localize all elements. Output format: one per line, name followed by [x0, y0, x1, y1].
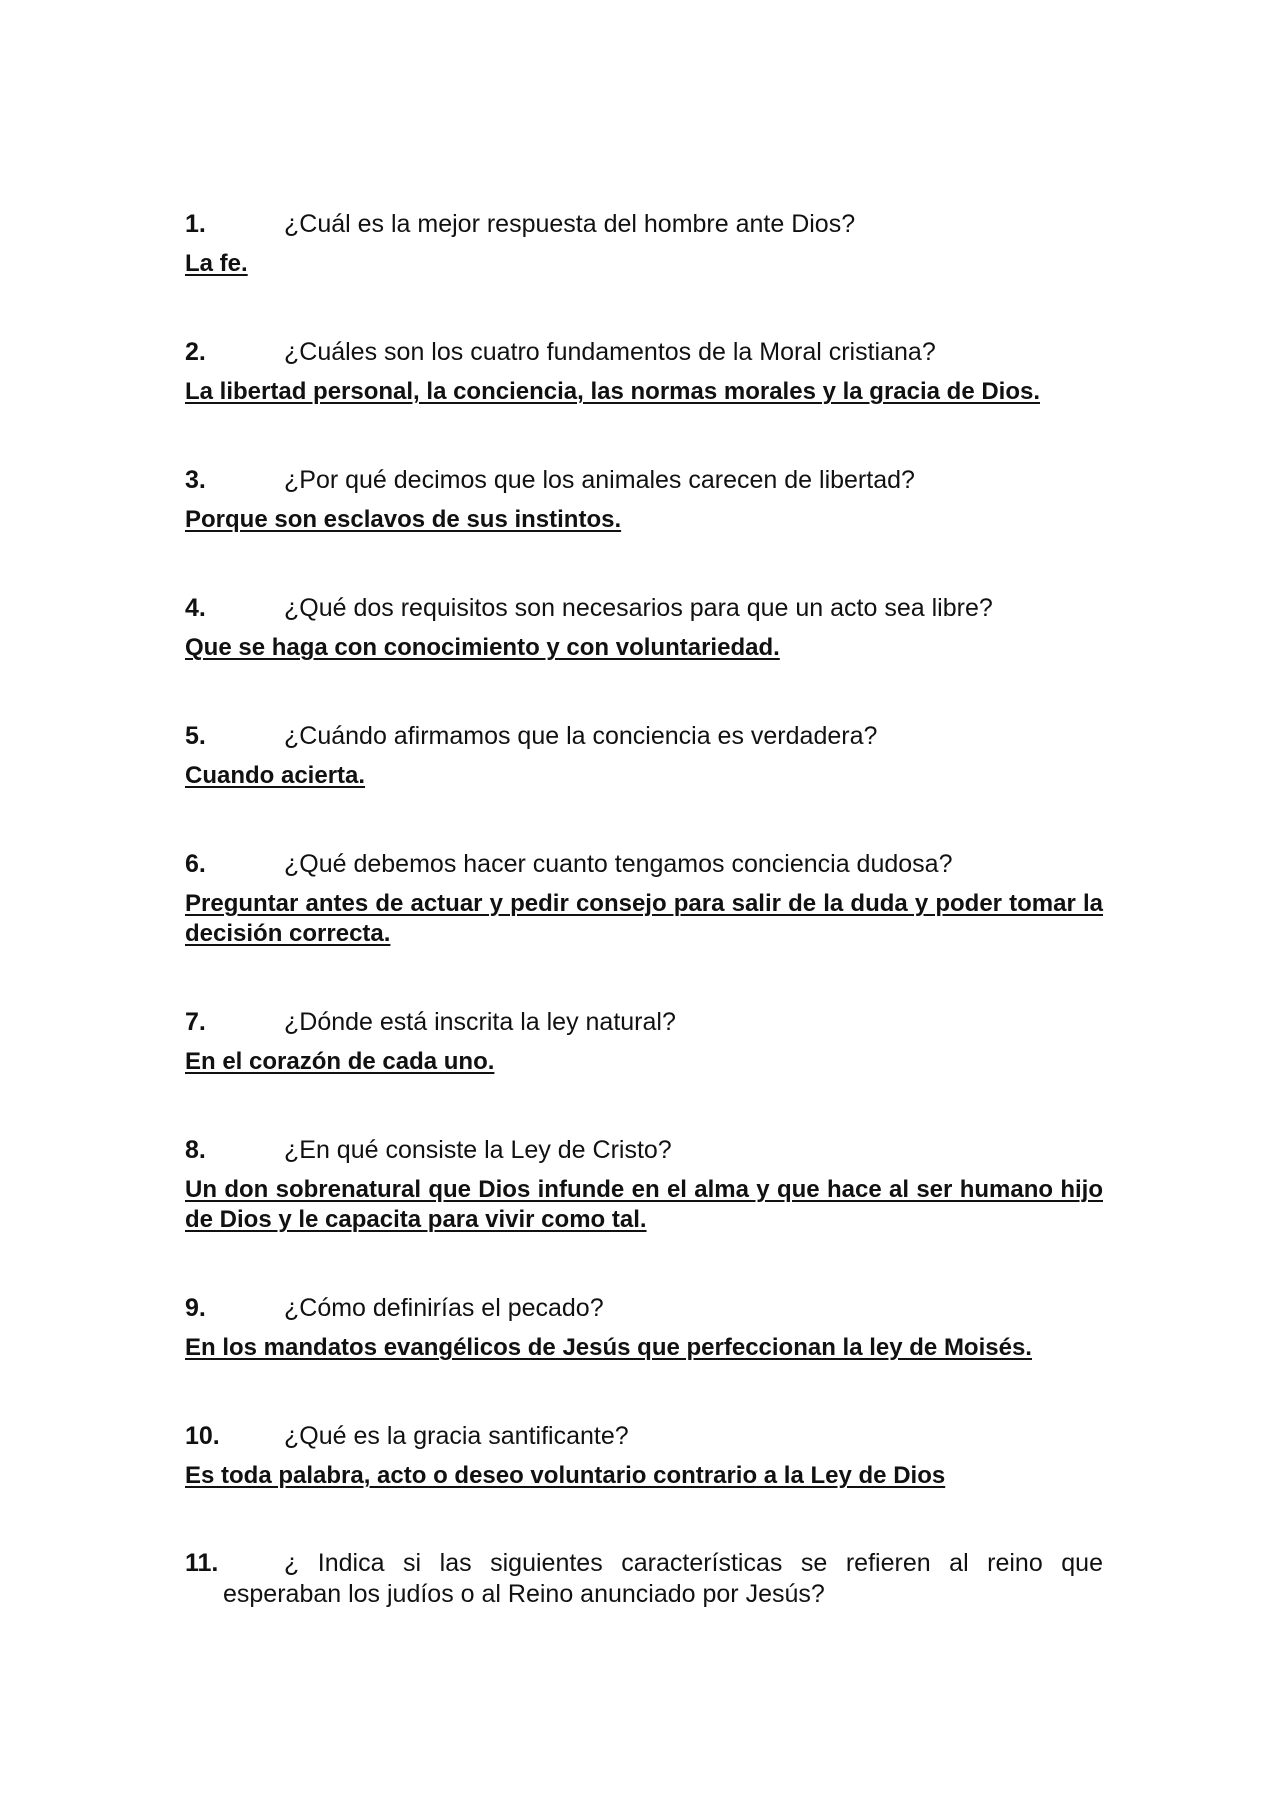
question-1 [185, 208, 1103, 240]
question-7 [185, 1006, 1103, 1038]
question-6 [185, 848, 1103, 880]
qa-item-2 [185, 336, 1103, 407]
question-text: ¿Cómo definirías el pecado? [284, 1294, 604, 1322]
qa-item-8 [185, 1134, 1103, 1235]
qa-item-5 [185, 720, 1103, 791]
question-text: ¿Cuál es la mejor respuesta del hombre ante Dios? [284, 210, 856, 238]
question-number: 11. [185, 1549, 219, 1577]
question-11 [185, 1548, 1103, 1610]
question-2 [185, 336, 1103, 368]
question-number: 5. [185, 722, 206, 750]
question-number: 3. [185, 466, 206, 494]
answer-8: Un don sobrenatural que Dios infunde en el alma y que hace al ser humano hijo de Dios y le capacita para vivir como tal. [185, 1176, 1103, 1233]
answer-7: En el corazón de cada uno. [185, 1048, 495, 1075]
document-page [185, 208, 1103, 1667]
question-number: 2. [185, 338, 206, 366]
qa-item-1 [185, 208, 1103, 279]
question-4 [185, 592, 1103, 624]
question-10 [185, 1420, 1103, 1452]
question-number: 1. [185, 210, 206, 238]
question-text: ¿Dónde está inscrita la ley natural? [284, 1008, 676, 1036]
question-text: ¿Qué es la gracia santificante? [284, 1422, 629, 1450]
question-number: 4. [185, 594, 206, 622]
answer-3: Porque son esclavos de sus instintos. [185, 506, 622, 533]
qa-item-9 [185, 1292, 1103, 1363]
question-number: 7. [185, 1008, 206, 1036]
answer-9: En los mandatos evangélicos de Jesús que perfeccionan la ley de Moisés. [185, 1334, 1032, 1361]
answer-5: Cuando acierta. [185, 762, 366, 789]
qa-item-3 [185, 464, 1103, 535]
qa-item-10 [185, 1420, 1103, 1491]
question-5 [185, 720, 1103, 752]
question-8 [185, 1134, 1103, 1166]
question-number: 8. [185, 1136, 206, 1164]
question-text: ¿ Indica si las siguientes características se refieren al reino que esperaban los judíos o al Reino anunciado por Jesús? [223, 1549, 1103, 1608]
question-text: ¿Cuáles son los cuatro fundamentos de la Moral cristiana? [284, 338, 936, 366]
answer-10: Es toda palabra, acto o deseo voluntario contrario a la Ley de Dios [185, 1462, 946, 1489]
answer-4: Que se haga con conocimiento y con voluntariedad. [185, 634, 780, 661]
question-text: ¿Qué debemos hacer cuanto tengamos conciencia dudosa? [284, 850, 953, 878]
answer-2: La libertad personal, la conciencia, las normas morales y la gracia de Dios. [185, 378, 1041, 405]
question-text: ¿Qué dos requisitos son necesarios para que un acto sea libre? [284, 594, 993, 622]
answer-1: La fe. [185, 250, 248, 277]
question-9 [185, 1292, 1103, 1324]
question-text: ¿Por qué decimos que los animales carecen de libertad? [284, 466, 915, 494]
question-number: 10. [185, 1422, 220, 1450]
question-text: ¿Cuándo afirmamos que la conciencia es verdadera? [284, 722, 878, 750]
qa-item-7 [185, 1006, 1103, 1077]
question-3 [185, 464, 1103, 496]
question-number: 9. [185, 1294, 206, 1322]
question-number: 6. [185, 850, 206, 878]
question-text: ¿En qué consiste la Ley de Cristo? [284, 1136, 672, 1164]
qa-item-11 [185, 1548, 1103, 1610]
qa-item-6 [185, 848, 1103, 949]
answer-6: Preguntar antes de actuar y pedir consejo para salir de la duda y poder tomar la decisión correcta. [185, 890, 1103, 947]
qa-item-4 [185, 592, 1103, 663]
